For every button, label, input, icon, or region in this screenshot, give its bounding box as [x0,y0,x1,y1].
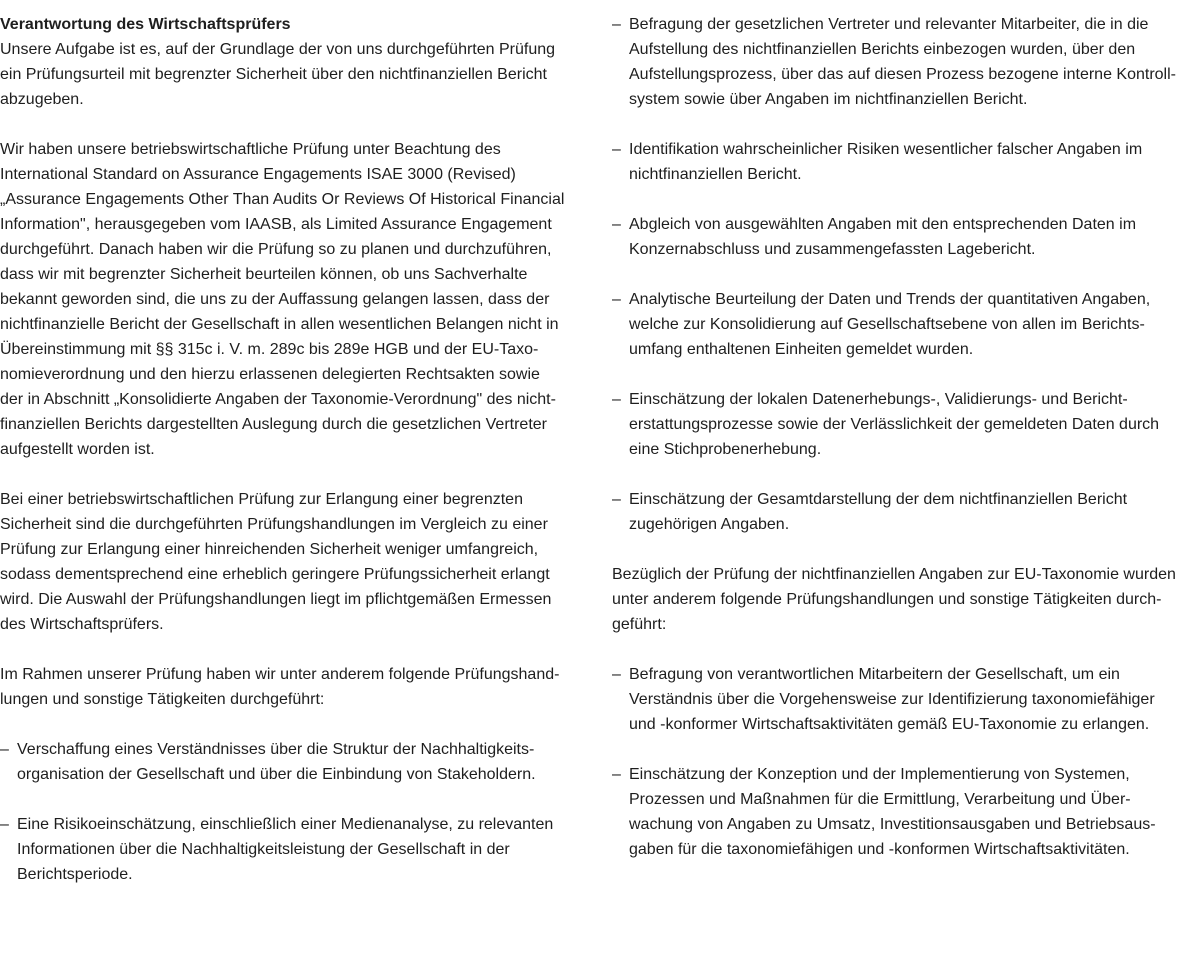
text-line: „Assurance Engagements Other Than Audits Or Reviews Of Historical Financial [0,191,565,208]
list-item [612,212,1202,262]
text-line: wird. Die Auswahl der Prüfungshandlungen liegt im pflichtgemäßen Ermessen [0,591,552,608]
text-line: Abgleich von ausgewählten Angaben mit den entsprechenden Daten im [629,216,1137,233]
text-line: abzugeben. [0,91,84,108]
text-line: Befragung der gesetzlichen Vertreter und relevanter Mitarbeiter, die in die [629,16,1149,33]
text-line: Einschätzung der lokalen Datenerhebungs-, Validierungs- und Bericht- [629,391,1128,408]
text-line: sodass dementsprechend eine erheblich geringere Prüfungssicherheit erlangt [0,566,550,583]
text-line: nichtfinanzielle Bericht der Gesellschaft in allen wesentlichen Belangen nicht in [0,316,559,333]
text-line: International Standard on Assurance Engagements ISAE 3000 (Revised) [0,166,516,183]
procedures-list-right [612,12,1202,537]
text-line: des Wirtschaftsprüfers. [0,616,164,633]
list-item [612,12,1202,112]
text-line: der in Abschnitt „Konsolidierte Angaben der Taxonomie-Verordnung" des nicht- [0,391,556,408]
dash-bullet: – [612,666,621,683]
dash-bullet: – [612,766,621,783]
text-line: durchgeführt. Danach haben wir die Prüfung so zu planen und durchzuführen, [0,241,552,258]
dash-bullet: – [612,491,621,508]
text-line: dass wir mit begrenzter Sicherheit beurteilen können, ob uns Sachverhalte [0,266,528,283]
text-line: Im Rahmen unserer Prüfung haben wir unter anderem folgende Prüfungshand- [0,666,560,683]
text-line: Übereinstimmung mit §§ 315c i. V. m. 289c bis 289e HGB und der EU-Taxo- [0,341,539,358]
intro-paragraph [0,37,592,112]
text-line: Konzernabschluss und zusammengefassten Lagebericht. [629,241,1036,258]
text-line: aufgestellt worden ist. [0,441,155,458]
text-line: erstattungsprozesse sowie der Verlässlichkeit der gemeldeten Daten durch [629,416,1160,433]
list-item [612,387,1202,462]
text-line: Information", herausgegeben vom IAASB, als Limited Assurance Engagement [0,216,552,233]
text-line: zugehörigen Angaben. [629,516,790,533]
text-line: unter anderem folgende Prüfungshandlungen und sonstige Tätigkeiten durch- [612,591,1162,608]
text-line: nomieverordnung und den hierzu erlassenen delegierten Rechtsakten sowie [0,366,540,383]
dash-bullet: – [612,291,621,308]
procedures-intro-paragraph [0,662,592,712]
text-line: Verständnis über die Vorgehensweise zur Identifizierung taxonomiefähiger [629,691,1155,708]
list-item [0,737,592,787]
text-line: lungen und sonstige Tätigkeiten durchgeführt: [0,691,325,708]
text-line: Eine Risikoeinschätzung, einschließlich einer Medienanalyse, zu relevanten [17,816,554,833]
text-line: Analytische Beurteilung der Daten und Trends der quantitativen Angaben, [629,291,1151,308]
text-line: Informationen über die Nachhaltigkeitsleistung der Gesellschaft in der [17,841,510,858]
text-line: Bezüglich der Prüfung der nichtfinanziellen Angaben zur EU-Taxonomie wurden [612,566,1176,583]
dash-bullet: – [0,816,9,833]
text-line: Einschätzung der Gesamtdarstellung der dem nichtfinanziellen Bericht [629,491,1128,508]
list-item [612,487,1202,537]
list-item [612,137,1202,187]
text-line: Berichtsperiode. [17,866,133,883]
taxonomy-procedures-list [612,662,1202,862]
section-heading: Verantwortung des Wirtschaftsprüfers [0,16,291,33]
text-line: Prozessen und Maßnahmen für die Ermittlung, Verarbeitung und Über- [629,791,1131,808]
text-line: Sicherheit sind die durchgeführten Prüfungshandlungen im Vergleich zu einer [0,516,548,533]
dash-bullet: – [612,16,621,33]
taxonomy-intro-paragraph [612,562,1202,637]
text-line: umfang enthaltenen Einheiten gemeldet wurden. [629,341,974,358]
right-column [612,12,1202,887]
text-line: Verschaffung eines Verständnisses über die Struktur der Nachhaltigkeits- [17,741,535,758]
text-line: Identifikation wahrscheinlicher Risiken wesentlicher falscher Angaben im [629,141,1143,158]
procedures-list-left [0,737,592,887]
text-line: organisation der Gesellschaft und über die Einbindung von Stakeholdern. [17,766,536,783]
list-item [612,662,1202,737]
text-line: Bei einer betriebswirtschaftlichen Prüfung zur Erlangung einer begrenzten [0,491,523,508]
text-line: Unsere Aufgabe ist es, auf der Grundlage der von uns durchgeführten Prüfung [0,41,556,58]
text-line: wachung von Angaben zu Umsatz, Investitionsausgaben und Betriebsaus- [629,816,1156,833]
text-line: eine Stichprobenerhebung. [629,441,822,458]
left-column [0,12,592,912]
text-line: Prüfung zur Erlangung einer hinreichenden Sicherheit weniger umfangreich, [0,541,539,558]
text-line: und -konformer Wirtschaftsaktivitäten gemäß EU-Taxonomie zu erlangen. [629,716,1150,733]
dash-bullet: – [612,391,621,408]
dash-bullet: – [612,216,621,233]
text-line: welche zur Konsolidierung auf Gesellschaftsebene von allen im Berichts- [629,316,1145,333]
limited-assurance-paragraph [0,487,592,637]
text-line: ein Prüfungsurteil mit begrenzter Sicherheit über den nichtfinanziellen Bericht [0,66,547,83]
text-line: bekannt geworden sind, die uns zu der Auffassung gelangen lassen, dass der [0,291,550,308]
dash-bullet: – [0,741,9,758]
list-item [612,287,1202,362]
list-item [612,762,1202,862]
text-line: geführt: [612,616,667,633]
text-line: Wir haben unsere betriebswirtschaftliche Prüfung unter Beachtung des [0,141,501,158]
text-line: Befragung von verantwortlichen Mitarbeitern der Gesellschaft, um ein [629,666,1120,683]
text-line: finanziellen Berichts dargestellten Auslegung durch die gesetzlichen Vertreter [0,416,547,433]
list-item [0,812,592,887]
text-line: Aufstellungsprozess, über das auf diesen Prozess bezogene interne Kontroll- [629,66,1176,83]
text-line: gaben für die taxonomiefähigen und -konformen Wirtschaftsaktivitäten. [629,841,1130,858]
dash-bullet: – [612,141,621,158]
text-line: system sowie über Angaben im nichtfinanziellen Bericht. [629,91,1028,108]
text-line: Aufstellung des nichtfinanziellen Berichts einbezogen wurden, über den [629,41,1136,58]
standard-paragraph [0,137,592,462]
text-line: nichtfinanziellen Bericht. [629,166,802,183]
text-line: Einschätzung der Konzeption und der Implementierung von Systemen, [629,766,1130,783]
